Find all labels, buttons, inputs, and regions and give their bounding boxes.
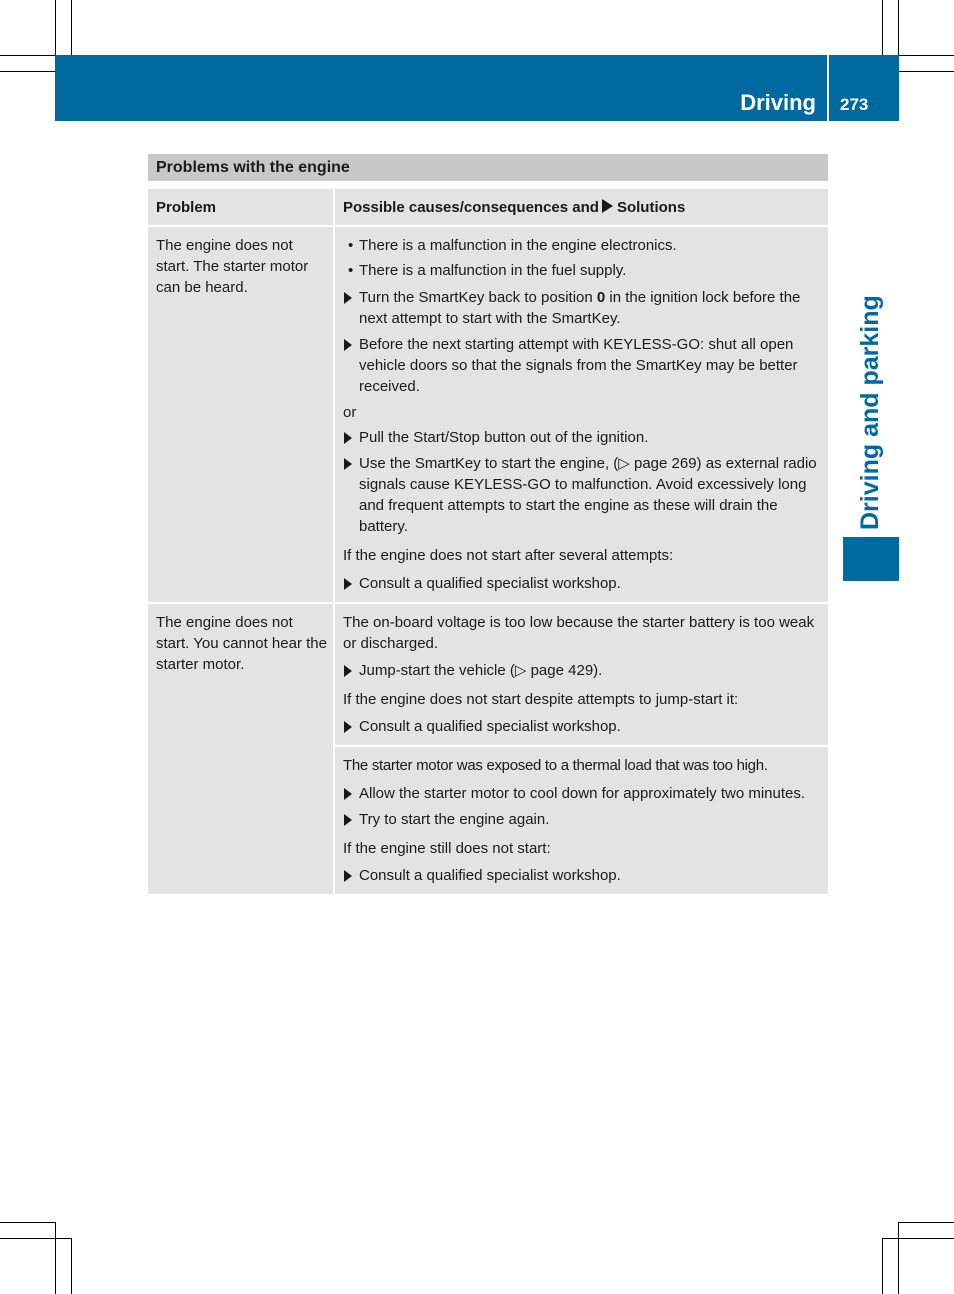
step-text: Allow the starter motor to cool down for approximately two minutes. bbox=[359, 785, 806, 802]
action-step bbox=[343, 716, 821, 737]
step-text: Consult a qualified specialist workshop. bbox=[359, 575, 621, 592]
step-arrow-icon bbox=[344, 458, 352, 470]
action-step bbox=[343, 865, 821, 886]
solution-cell bbox=[335, 747, 828, 894]
side-tab bbox=[840, 295, 900, 530]
column-header-solutions-text-2: Solutions bbox=[616, 199, 686, 216]
step-arrow-icon bbox=[344, 814, 352, 826]
problems-table bbox=[148, 189, 828, 896]
step-arrow-icon bbox=[344, 870, 352, 882]
column-header-problem: Problem bbox=[148, 189, 333, 225]
crop-mark bbox=[898, 0, 899, 56]
position-label: 0 bbox=[596, 289, 606, 306]
problem-cell: The engine does not start. The starter motor can be heard. bbox=[148, 227, 333, 602]
step-text: in the ignition lock before the next attempt to start with the SmartKey. bbox=[359, 289, 801, 327]
chapter-title: Driving bbox=[740, 90, 816, 115]
action-step bbox=[343, 287, 821, 329]
side-tab-marker bbox=[843, 537, 899, 581]
action-step bbox=[343, 453, 821, 537]
crop-mark bbox=[898, 71, 954, 72]
step-text: Consult a qualified specialist workshop. bbox=[359, 867, 621, 884]
crop-mark bbox=[55, 1222, 56, 1294]
arrow-right-icon bbox=[602, 199, 613, 213]
crop-mark bbox=[898, 55, 954, 56]
step-arrow-icon bbox=[344, 339, 352, 351]
cause-text: The on-board voltage is too low because the starter battery is too weak or discharged. bbox=[343, 614, 815, 652]
solution-stack bbox=[335, 604, 828, 894]
crop-mark bbox=[55, 0, 56, 56]
note-text: If the engine still does not start: bbox=[343, 840, 551, 857]
cause-text: The starter motor was exposed to a thermal load that was too high. bbox=[343, 757, 768, 774]
page-number: 273 bbox=[840, 95, 869, 114]
step-text: Use the SmartKey to start the engine, (▷ page 269) as external radio signals cause KEYLESS-GO to malfunction. Avoid excessively long and frequent attempts to start the engine as these will drain the battery. bbox=[359, 455, 817, 535]
table-header-row bbox=[148, 189, 828, 225]
table-row bbox=[148, 227, 828, 602]
action-step bbox=[343, 660, 821, 681]
crop-mark bbox=[0, 1238, 72, 1239]
crop-mark bbox=[882, 1238, 954, 1239]
step-text: Try to start the engine again. bbox=[359, 811, 550, 828]
crop-mark bbox=[0, 1222, 56, 1223]
section-title: Problems with the engine bbox=[148, 154, 828, 181]
problem-cell: The engine does not start. You cannot hear the starter motor. bbox=[148, 604, 333, 894]
action-step bbox=[343, 783, 821, 804]
step-arrow-icon bbox=[344, 665, 352, 677]
action-step bbox=[343, 809, 821, 830]
crop-mark bbox=[0, 71, 56, 72]
side-tab-label: Driving and parking bbox=[856, 295, 884, 530]
action-step bbox=[343, 573, 821, 594]
step-text: Before the next starting attempt with KEYLESS-GO: shut all open vehicle doors so that the signals from the SmartKey may be better received. bbox=[359, 336, 798, 395]
step-text: Pull the Start/Stop button out of the ignition. bbox=[359, 429, 649, 446]
crop-mark bbox=[0, 55, 56, 56]
step-arrow-icon bbox=[344, 721, 352, 733]
step-arrow-icon bbox=[344, 788, 352, 800]
action-step bbox=[343, 334, 821, 397]
cause-item: • There is a malfunction in the fuel supply. bbox=[343, 260, 821, 281]
step-arrow-icon bbox=[344, 432, 352, 444]
step-arrow-icon bbox=[344, 578, 352, 590]
header-divider bbox=[827, 55, 829, 121]
or-text: or bbox=[343, 404, 357, 421]
solution-cell bbox=[335, 604, 828, 745]
action-step bbox=[343, 427, 821, 448]
note-text: If the engine does not start after several attempts: bbox=[343, 547, 674, 564]
column-header-solutions bbox=[335, 189, 828, 225]
column-header-solutions-text: Possible causes/consequences and bbox=[343, 199, 599, 216]
crop-mark bbox=[71, 0, 72, 56]
crop-mark bbox=[898, 1222, 954, 1223]
solution-cell bbox=[335, 227, 828, 602]
crop-mark bbox=[71, 1238, 72, 1294]
crop-mark bbox=[882, 0, 883, 56]
step-text: Turn the SmartKey back to position bbox=[359, 289, 593, 306]
step-arrow-icon bbox=[344, 292, 352, 304]
crop-mark bbox=[898, 1222, 899, 1294]
crop-mark bbox=[882, 1238, 883, 1294]
cause-item: • There is a malfunction in the engine electronics. bbox=[343, 235, 821, 256]
table-row bbox=[148, 604, 828, 894]
step-text: Jump-start the vehicle (▷ page 429). bbox=[359, 662, 603, 679]
step-text: Consult a qualified specialist workshop. bbox=[359, 718, 621, 735]
note-text: If the engine does not start despite attempts to jump-start it: bbox=[343, 691, 739, 708]
